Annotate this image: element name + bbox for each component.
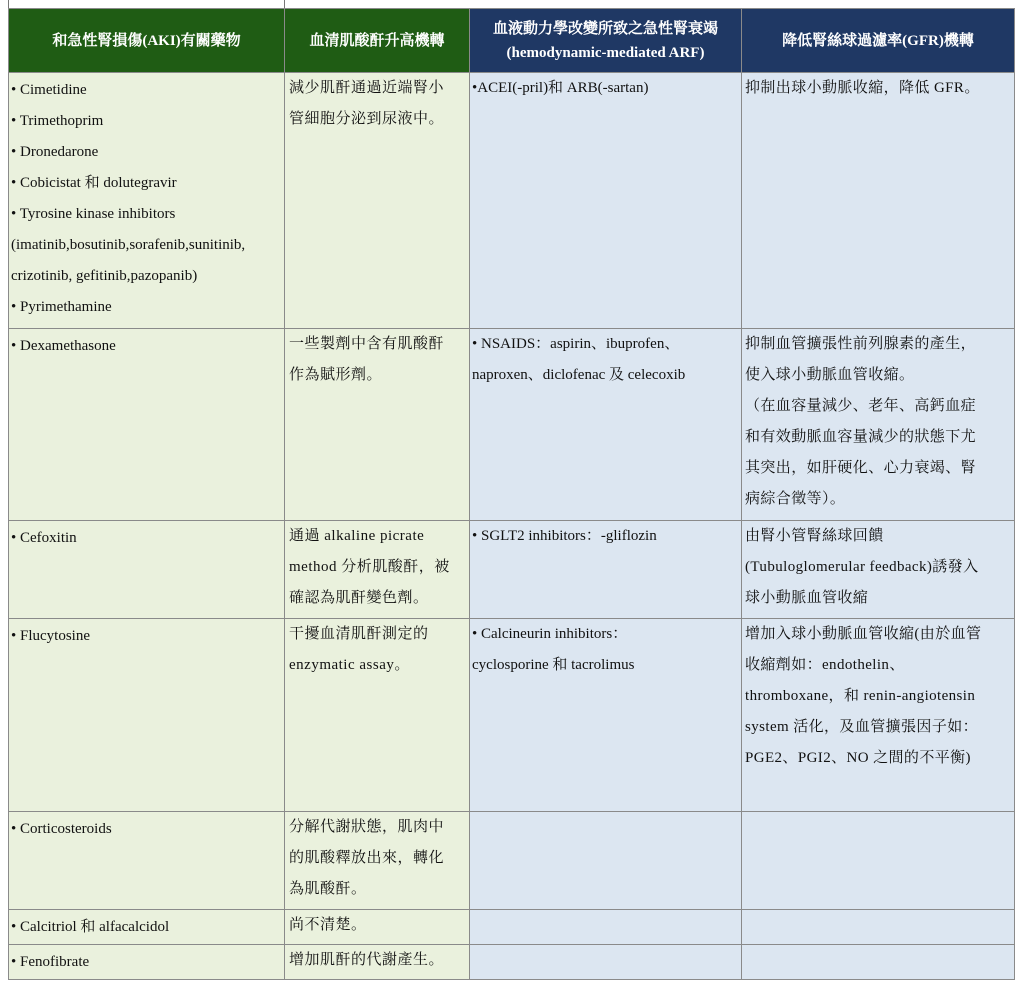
mechanism-line: 的肌酸釋放出來，轉化 bbox=[289, 850, 445, 866]
header-row bbox=[9, 9, 1015, 73]
table-row bbox=[9, 521, 1015, 619]
gfr-line: 由腎小管腎絲球回饋 bbox=[745, 528, 884, 544]
header-hemodynamic-en: (hemodynamic-mediated ARF) bbox=[506, 44, 705, 61]
mechanism-line: 干擾血清肌酐測定的 bbox=[289, 626, 429, 642]
gfr-line: (Tubuloglomerular feedback)誘發入 bbox=[745, 559, 979, 575]
gfr-line: 球小動脈血管收縮 bbox=[745, 590, 869, 606]
top-border-stub bbox=[0, 0, 1024, 8]
table-row bbox=[9, 812, 1015, 910]
table-body bbox=[9, 73, 1015, 980]
mechanism-line: 尚不清楚。 bbox=[289, 917, 367, 933]
mechanism-line: 增加肌酐的代謝產生。 bbox=[289, 952, 445, 968]
table-row bbox=[9, 329, 1015, 521]
drug-cell bbox=[9, 329, 285, 521]
gfr-line: 其突出，如肝硬化、心力衰竭、腎 bbox=[745, 460, 977, 476]
gfr-line: 病綜合徵等）。 bbox=[745, 491, 846, 507]
table-row bbox=[9, 619, 1015, 812]
header-hemodynamic-zh: 血液動力學改變所致之急性腎衰竭 bbox=[492, 20, 718, 37]
drug-cell bbox=[9, 619, 285, 812]
hemodynamic-cell bbox=[470, 619, 742, 812]
mechanism-cell bbox=[285, 521, 470, 619]
drug-item: • Cimetidine bbox=[11, 82, 87, 98]
mechanism-cell bbox=[285, 329, 470, 521]
gfr-line: thromboxane，和 renin-angiotensin bbox=[745, 688, 976, 704]
drug-item: • Flucytosine bbox=[11, 628, 90, 644]
hemodynamic-line: •ACEI(-pril)和 ARB(-sartan) bbox=[472, 80, 649, 96]
gfr-line: 抑制血管擴張性前列腺素的產生， bbox=[745, 336, 977, 352]
gfr-line: 和有效動脈血容量減少的狀態下尤 bbox=[745, 429, 977, 445]
table-row bbox=[9, 910, 1015, 945]
mechanism-line: enzymatic assay。 bbox=[289, 657, 410, 673]
drug-item: • Cobicistat 和 dolutegravir bbox=[11, 175, 177, 191]
gfr-line: PGE2、PGI2、NO 之間的不平衡) bbox=[745, 750, 971, 766]
aki-drug-table bbox=[8, 8, 1015, 980]
mechanism-cell bbox=[285, 619, 470, 812]
mechanism-line: 通過 alkaline picrate bbox=[289, 528, 425, 544]
table-row bbox=[9, 73, 1015, 329]
hemodynamic-cell bbox=[470, 812, 742, 910]
drug-cell bbox=[9, 910, 285, 945]
mechanism-cell bbox=[285, 945, 470, 980]
hemodynamic-cell bbox=[470, 73, 742, 329]
drug-item: crizotinib, gefitinib,pazopanib) bbox=[11, 268, 198, 284]
hemodynamic-cell bbox=[470, 329, 742, 521]
mechanism-line: 分解代謝狀態，肌肉中 bbox=[289, 819, 445, 835]
mechanism-cell bbox=[285, 73, 470, 329]
drug-item: • Cefoxitin bbox=[11, 530, 77, 546]
stub-line-left bbox=[8, 0, 9, 8]
header-gfr-mechanism: 降低腎絲球過濾率(GFR)機轉 bbox=[742, 9, 1015, 73]
drug-cell bbox=[9, 945, 285, 980]
mechanism-cell bbox=[285, 812, 470, 910]
mechanism-line: 為肌酸酐。 bbox=[289, 881, 367, 897]
drug-cell bbox=[9, 812, 285, 910]
drug-item: • Fenofibrate bbox=[11, 954, 90, 970]
drug-cell bbox=[9, 73, 285, 329]
gfr-cell bbox=[742, 910, 1015, 945]
drug-item: • Trimethoprim bbox=[11, 113, 104, 129]
drug-item: • Corticosteroids bbox=[11, 821, 112, 837]
gfr-cell bbox=[742, 329, 1015, 521]
mechanism-line: 管細胞分泌到尿液中。 bbox=[289, 111, 445, 127]
gfr-line: 收縮劑如：endothelin、 bbox=[745, 657, 905, 673]
drug-item: • Calcitriol 和 alfacalcidol bbox=[11, 919, 170, 935]
stub-line-mid bbox=[284, 0, 285, 8]
table-row bbox=[9, 945, 1015, 980]
drug-item: • Dronedarone bbox=[11, 144, 99, 160]
header-hemodynamic-arf bbox=[470, 9, 742, 73]
hemodynamic-line: naproxen、diclofenac 及 celecoxib bbox=[472, 367, 686, 383]
hemodynamic-line: cyclosporine 和 tacrolimus bbox=[472, 657, 635, 673]
drug-cell bbox=[9, 521, 285, 619]
gfr-cell bbox=[742, 521, 1015, 619]
gfr-cell bbox=[742, 812, 1015, 910]
hemodynamic-cell bbox=[470, 945, 742, 980]
gfr-line: system 活化，及血管擴張因子如： bbox=[745, 719, 979, 735]
mechanism-line: 確認為肌酐變色劑。 bbox=[289, 590, 429, 606]
hemodynamic-line: • Calcineurin inhibitors： bbox=[472, 626, 628, 642]
gfr-line: （在血容量減少、老年、高鈣血症 bbox=[745, 398, 977, 414]
mechanism-line: method 分析肌酸酐，被 bbox=[289, 559, 450, 575]
header-creatinine-mechanism: 血清肌酸酐升高機轉 bbox=[285, 9, 470, 73]
drug-item: (imatinib,bosutinib,sorafenib,sunitinib, bbox=[11, 237, 246, 253]
gfr-line: 增加入球小動脈血管收縮(由於血管 bbox=[745, 626, 982, 642]
mechanism-line: 減少肌酐通過近端腎小 bbox=[289, 80, 445, 96]
gfr-line: 抑制出球小動脈收縮，降低 GFR。 bbox=[745, 80, 980, 96]
gfr-cell bbox=[742, 619, 1015, 812]
hemodynamic-cell bbox=[470, 521, 742, 619]
gfr-cell bbox=[742, 945, 1015, 980]
gfr-line: 使入球小動脈血管收縮。 bbox=[745, 367, 915, 383]
hemodynamic-cell bbox=[470, 910, 742, 945]
drug-item: • Tyrosine kinase inhibitors bbox=[11, 206, 176, 222]
mechanism-line: 一些製劑中含有肌酸酐 bbox=[289, 336, 445, 352]
mechanism-cell bbox=[285, 910, 470, 945]
header-aki-drugs: 和急性腎損傷(AKI)有關藥物 bbox=[9, 9, 285, 73]
gfr-cell bbox=[742, 73, 1015, 329]
hemodynamic-line: • NSAIDS：aspirin、ibuprofen、 bbox=[472, 336, 680, 352]
hemodynamic-line: • SGLT2 inhibitors：-gliflozin bbox=[472, 528, 657, 544]
drug-item: • Pyrimethamine bbox=[11, 299, 112, 315]
mechanism-line: 作為賦形劑。 bbox=[289, 367, 383, 383]
drug-item: • Dexamethasone bbox=[11, 338, 116, 354]
